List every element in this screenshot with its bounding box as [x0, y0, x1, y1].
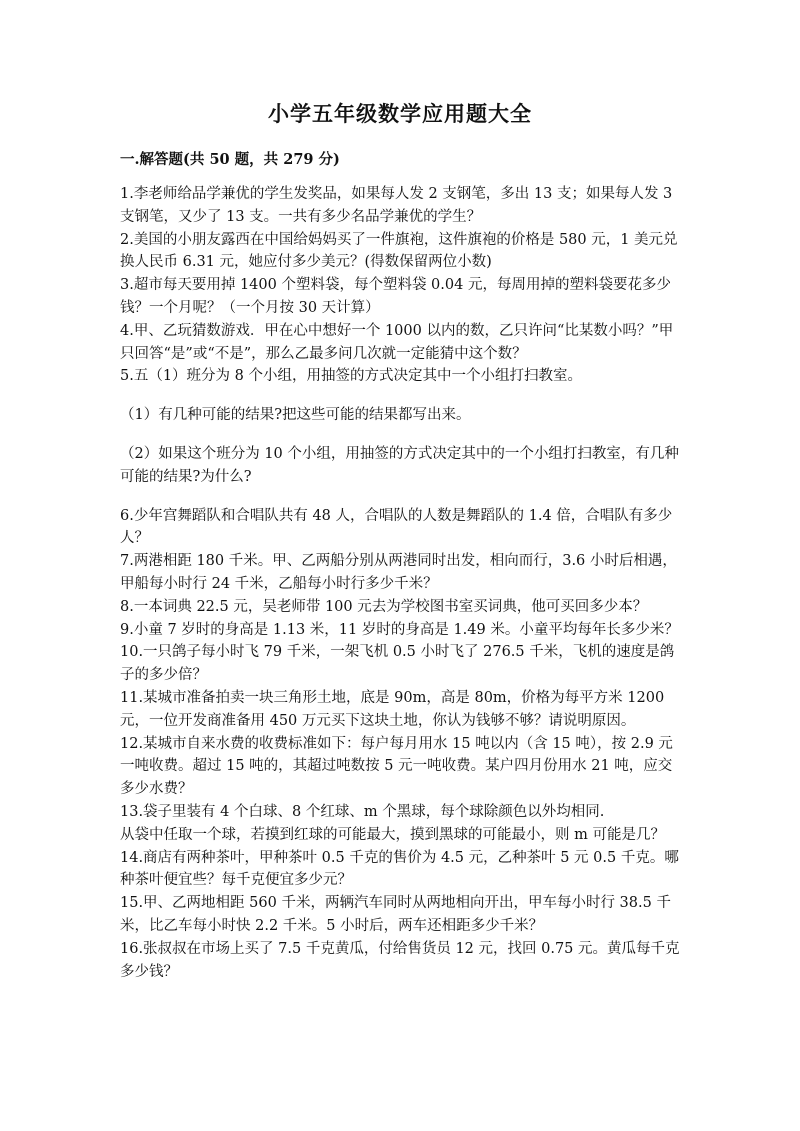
question-3: 3.超市每天要用掉 1400 个塑料袋，每个塑料袋 0.04 元，每周用掉的塑料袋要花多少钱？一个月呢？（一个月按 30 天计算）	[120, 277, 671, 316]
question-14: 14.商店有两种茶叶，甲种茶叶 0.5 千克的售价为 4.5 元，乙种茶叶 5 元 0.5 千克。哪种茶叶便宜些？每千克便宜多少元？	[120, 849, 679, 889]
question-15: 15.甲、乙两地相距 560 千米，两辆汽车同时从两地相向开出，甲车每小时行 38.5 千米，比乙车每小时快 2.2 千米。5 小时后，两车还相距多少千米？	[120, 895, 671, 934]
question-10: 10.一只鸽子每小时飞 79 千米，一架飞机 0.5 小时飞了 276.5 千米，飞机的速度是鸽子的多少倍？	[120, 644, 675, 684]
question-12: 12.某城市自来水费的收费标准如下：每户每月用水 15 吨以内（含 15 吨），按 2.9 元一吨收费。超过 15 吨的，其超过吨数按 5 元一吨收费。某户四月份用水 21 吨，应交多少水费？	[120, 735, 673, 798]
question-13: 13.袋子里装有 4 个白球、8 个红球、m 个黑球，每个球除颜色以外均相同.	[120, 803, 605, 820]
question-list	[120, 183, 682, 983]
question-16: 16.张叔叔在市场上买了 7.5 千克黄瓜，付给售货员 12 元，找回 0.75 元。黄瓜每千克多少钱？	[120, 940, 680, 980]
page-title: 小学五年级数学应用题大全	[268, 101, 532, 126]
question-13-continued: 从袋中任取一个球，若摸到红球的可能最大，摸到黑球的可能最小，则 m 可能是几？	[120, 826, 665, 843]
question-8: 8.一本词典 22.5 元，吴老师带 100 元去为学校图书室买词典，他可买回多少本？	[120, 598, 648, 615]
question-11: 11.某城市准备拍卖一块三角形土地，底是 90m，高是 80m，价格为每平方米 1200 元，一位开发商准备用 450 万元买下这块土地，你认为钱够不够？请说明原因。	[120, 689, 665, 729]
question-5-part-2: （2）如果这个班分为 10 个小组，用抽签的方式决定其中的一个小组打扫教室，有几种可能的结果?为什么?	[120, 445, 679, 485]
section-heading: 一.解答题(共 50 题，共 279 分)	[120, 151, 340, 168]
question-1: 1.李老师给品学兼优的学生发奖品，如果每人发 2 支钢笔，多出 13 支；如果每人发 3 支钢笔，又少了 13 支。一共有多少名品学兼优的学生？	[120, 186, 673, 225]
question-5: 5.五（1）班分为 8 个小组，用抽签的方式决定其中一个小组打扫教室。	[120, 368, 583, 385]
question-2: 2.美国的小朋友露西在中国给妈妈买了一件旗袍，这件旗袍的价格是 580 元，1 美元兑换人民币 6.31 元，她应付多少美元？(得数保留两位小数)	[120, 231, 678, 271]
question-6: 6.少年宫舞蹈队和合唱队共有 48 人，合唱队的人数是舞蹈队的 1.4 倍，合唱队有多少人？	[120, 507, 673, 547]
question-4: 4.甲、乙玩猜数游戏．甲在心中想好一个 1000 以内的数，乙只许问“比某数小吗？”甲只回答“是”或“不是”，那么乙最多问几次就一定能猜中这个数？	[120, 322, 674, 362]
question-9: 9.小童 7 岁时的身高是 1.13 米，11 岁时的身高是 1.49 米。小童平均每年长多少米？	[120, 621, 679, 638]
question-7: 7.两港相距 180 千米。甲、乙两船分别从两港同时出发，相向而行，3.6 小时后相遇，甲船每小时行 24 千米，乙船每小时行多少千米？	[120, 553, 677, 592]
question-5-part-1: （1）有几种可能的结果?把这些可能的结果都写出来。	[120, 407, 471, 424]
